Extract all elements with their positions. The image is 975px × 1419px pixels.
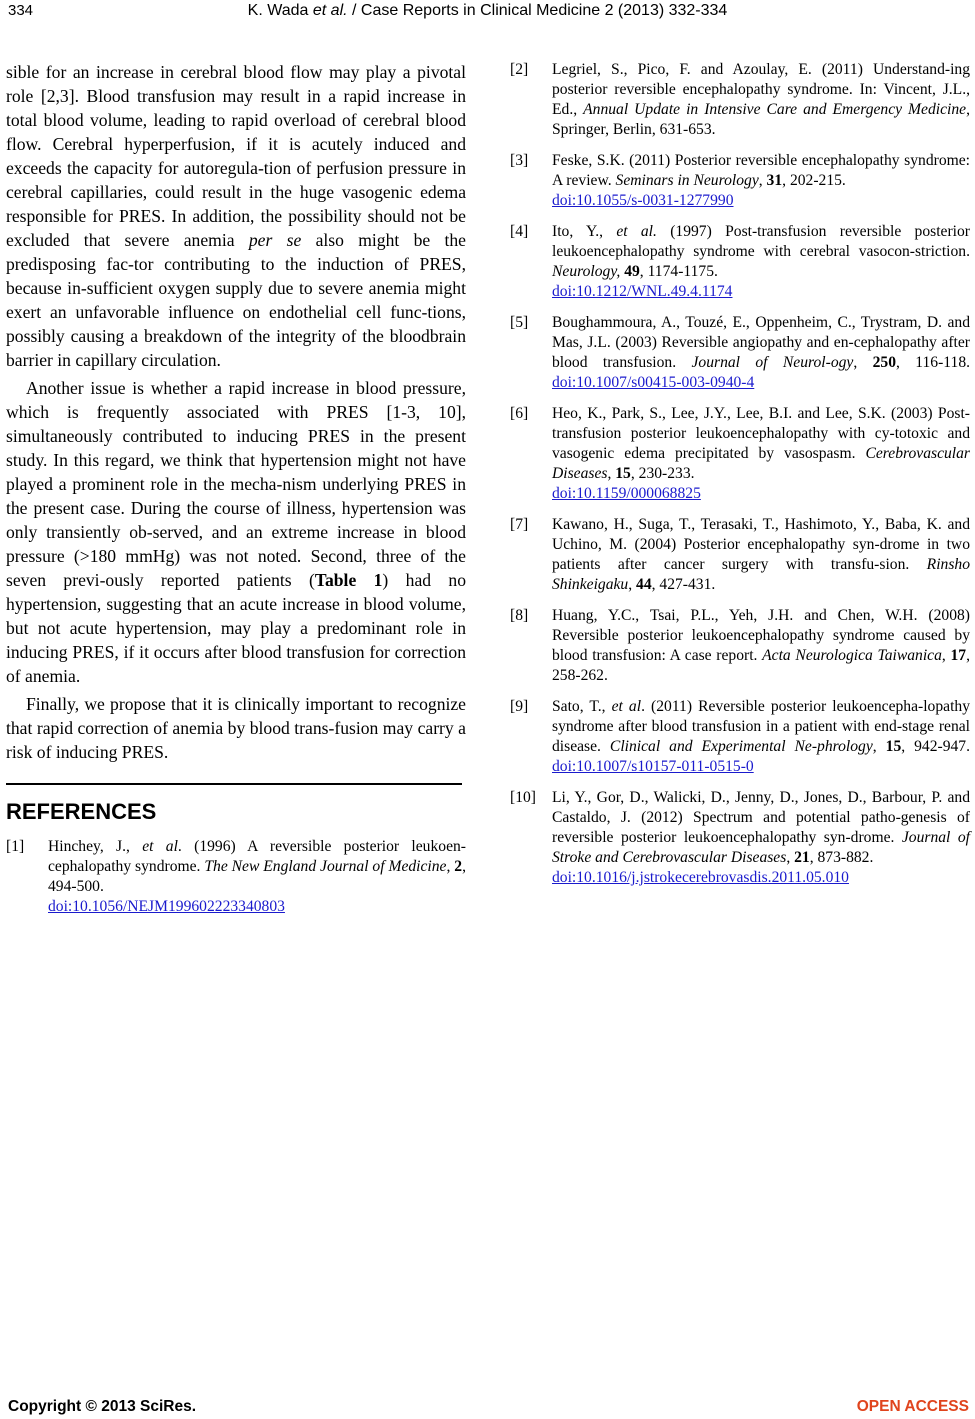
reference-number: [3] [510,152,529,169]
ref-part: , [446,858,455,875]
ref-volume: 21 [794,849,810,866]
ref-part: , [941,647,951,664]
ref-part: , Springer, Berlin, 631-653. [552,101,970,138]
reference-number: [1] [6,838,25,855]
reference-number: [2] [510,61,529,78]
ref-volume: 31 [766,172,783,189]
table-reference: Table 1 [314,570,383,590]
running-head-authors: K. Wada [247,2,313,19]
ref-volume: 15 [885,738,902,755]
ref-journal: Annual Update in Intensive Care and Emergency Medicine [583,101,967,118]
reference-number: [5] [510,314,529,331]
ref-part: , 258-262. [552,647,970,684]
ref-part: , [853,354,873,371]
reference-number: [6] [510,405,529,422]
ref-part: , 942-947. [901,738,971,755]
references-heading: REFERENCES [6,799,157,824]
section-divider [6,783,462,785]
ref-part: Huang, Y.C., Tsai, P.L., Yeh, J.H. and Chen, W.H. (2008) Reversible posterior leukoencephalopathy syndrome caused by blood transfusion: A case report. [552,607,970,664]
left-column [6,60,466,928]
ref-journal: Journal of Neurol-ogy [691,354,854,371]
paragraph-italic: per se [248,230,302,250]
reference-5 [510,313,970,393]
paragraph-text: ) had no hypertension, suggesting that an acute increase in blood volume, but not acute hypertension, may play a predominant role in inducing PRES, if it occurs after blood transfusion for correction of anemia. [6,570,467,686]
ref-journal: Acta Neurologica Taiwanica [762,647,942,664]
ref-part: , [607,465,616,482]
body-paragraph-1 [6,60,466,372]
reference-10 [510,788,970,888]
ref-volume: 2 [454,858,463,875]
reference-text [552,606,970,686]
reference-number: [7] [510,516,529,533]
ref-part: , [758,172,767,189]
reference-9 [510,697,970,777]
reference-2 [510,60,970,140]
ref-journal: The New England Journal of Medicine [204,858,447,875]
page-number: 334 [8,2,34,19]
ref-journal: Seminars in Neurology [615,172,759,189]
ref-part: Feske, S.K. (2011) Posterior reversible encephalopathy syndrome: A review. [552,152,970,189]
ref-part: (1997) Post-transfusion reversible posterior leukoencephalopathy syndrome with cerebral vasocon-striction. [552,223,970,260]
ref-part: , [628,576,637,593]
right-column [510,60,970,899]
ref-volume: 17 [950,647,967,664]
ref-part: Heo, K., Park, S., Lee, J.Y., Lee, B.I. and Lee, S.K. (2003) Post-transfusion posterior leukoencephalopathy with cy-totoxic and vasogenic edema precipitated by vasospasm. [552,405,970,462]
reference-text [48,837,466,917]
running-head-etal: et al. [312,2,348,19]
reference-number: [9] [510,698,529,715]
doi-link[interactable]: doi:10.1007/s10157-011-0515-0 [552,758,754,775]
reference-text [552,60,970,140]
ref-part: , [872,738,886,755]
ref-journal: Rinsho Shinkeigaku [552,556,970,593]
ref-italic: et al. [616,223,657,240]
ref-part: Legriel, S., Pico, F. and Azoulay, E. (2011) Understand-ing posterior reversible encephalopathy syndrome. In: Vincent, J.L., Ed., [552,61,970,118]
ref-journal: Clinical and Experimental Ne-phrology [609,738,873,755]
ref-volume: 44 [636,576,652,593]
body-paragraph-2 [6,376,466,688]
reference-text [552,222,970,302]
copyright-notice: Copyright © 2013 SciRes. [8,1398,197,1415]
ref-part: Kawano, H., Suga, T., Terasaki, T., Hashimoto, Y., Baba, K. and Uchino, M. (2004) Posterior encephalopathy syn-drome in two patients after cancer surgery with transfu-sion. [552,516,970,573]
doi-link[interactable]: doi:10.1056/NEJM199602223340803 [48,898,285,915]
doi-link[interactable]: doi:10.1159/000068825 [552,485,701,502]
ref-journal: Journal of Stroke and Cerebrovascular Diseases [552,829,970,866]
paragraph-text: also might be the predisposing fac-tor contributing to the induction of PRES, because in-sufficient oxygen supply due to severe anemia might exert an unfavorable influence on endothelial cell func-tions, possibly causing a breakdown of the integrity of the bloodbrain barrier in capillary circulation. [6,230,466,370]
paragraph-text: sible for an increase in cerebral blood flow may play a pivotal role [2,3]. Blood transfusion may result in a rapid increase in total blood volume, leading to rapid overload of cerebral blood flow. Cerebral hyperperfusion, if it is acutely induced and exceeds the capacity for autoregula-tion of perfusion pressure in cerebral capillaries, could result in the huge vasogenic edema responsible for PRES. In addition, the possibility should not be excluded that severe anemia [6,62,466,250]
ref-part: , [786,849,795,866]
doi-link[interactable]: doi:10.1016/j.jstrokecerebrovasdis.2011.05.010 [552,869,849,886]
ref-volume: 250 [872,354,897,371]
ref-part: , 1174-1175. [639,263,718,280]
ref-journal: Cerebrovascular Diseases [552,445,970,482]
ref-part: , 202-215. [782,172,846,189]
reference-6 [510,404,970,504]
running-head-journal: / Case Reports in Clinical Medicine 2 (2013) 332-334 [347,2,728,19]
ref-volume: 49 [624,263,640,280]
reference-text [552,313,970,393]
reference-number: [4] [510,223,529,240]
reference-7 [510,515,970,595]
reference-8 [510,606,970,686]
ref-journal: Neurology, [552,263,621,280]
reference-text [552,788,970,888]
ref-part: , 494-500. [48,858,466,895]
reference-text [552,404,970,504]
reference-text [552,151,970,211]
reference-text [552,697,970,777]
reference-1 [6,837,466,917]
reference-number: [10] [510,789,536,806]
ref-italic: et al [611,698,642,715]
ref-part: . (2011) Reversible posterior leukoencepha-lopathy syndrome after blood transfusion in a patient with end-stage renal disease. [552,698,970,755]
ref-part: , 427-431. [651,576,716,593]
ref-part: Boughammoura, A., Touzé, E., Oppenheim, C., Trystram, D. and Mas, J.L. (2003) Reversible angiopathy and en-cephalopathy after blood transfusion. [552,314,970,371]
reference-3 [510,151,970,211]
ref-part: . (1996) A reversible posterior leukoen-cephalopathy syndrome. [48,838,466,875]
ref-part: , 873-882. [809,849,874,866]
ref-part: , 230-233. [630,465,695,482]
paragraph-text: Another issue is whether a rapid increase in blood pressure, which is frequently associated with PRES [1-3, 10], simultaneously contributed to inducing PRES in the present study. In this regard, we think that hypertension might not have played a prominent role in the mecha-nism underlying PRES in the present case. During the course of illness, hypertension was only transiently ob-served, and an extreme increase in blood pressure (>180 mmHg) was not noted. Second, three of the seven previ-ously reported patients ( [6,378,466,590]
ref-part: Li, Y., Gor, D., Walicki, D., Jenny, D., Jones, D., Barbour, P. and Castaldo, J. (2012) Spectrum and potential patho-genesis of reversible posterior leukoencephalopathy syn-drome. [552,789,970,846]
open-access-label: OPEN ACCESS [856,1398,969,1415]
ref-part: Sato, T., [552,698,612,715]
ref-part: Hinchey, J., [48,838,143,855]
reference-text [552,515,970,595]
doi-link[interactable]: doi:10.1055/s-0031-1277990 [552,192,734,209]
ref-part: , 116-118. [896,354,971,371]
doi-link[interactable]: doi:10.1212/WNL.49.4.1174 [552,283,733,300]
running-head [0,2,975,20]
doi-link[interactable]: doi:10.1007/s00415-003-0940-4 [552,374,755,391]
ref-volume: 15 [615,465,631,482]
ref-italic: et al [142,838,178,855]
reference-4 [510,222,970,302]
ref-part: Ito, Y., [552,223,617,240]
body-paragraph-3: Finally, we propose that it is clinically important to recognize that rapid correction of anemia by blood trans-fusion may carry a risk of inducing PRES. [6,694,466,762]
reference-number: [8] [510,607,529,624]
